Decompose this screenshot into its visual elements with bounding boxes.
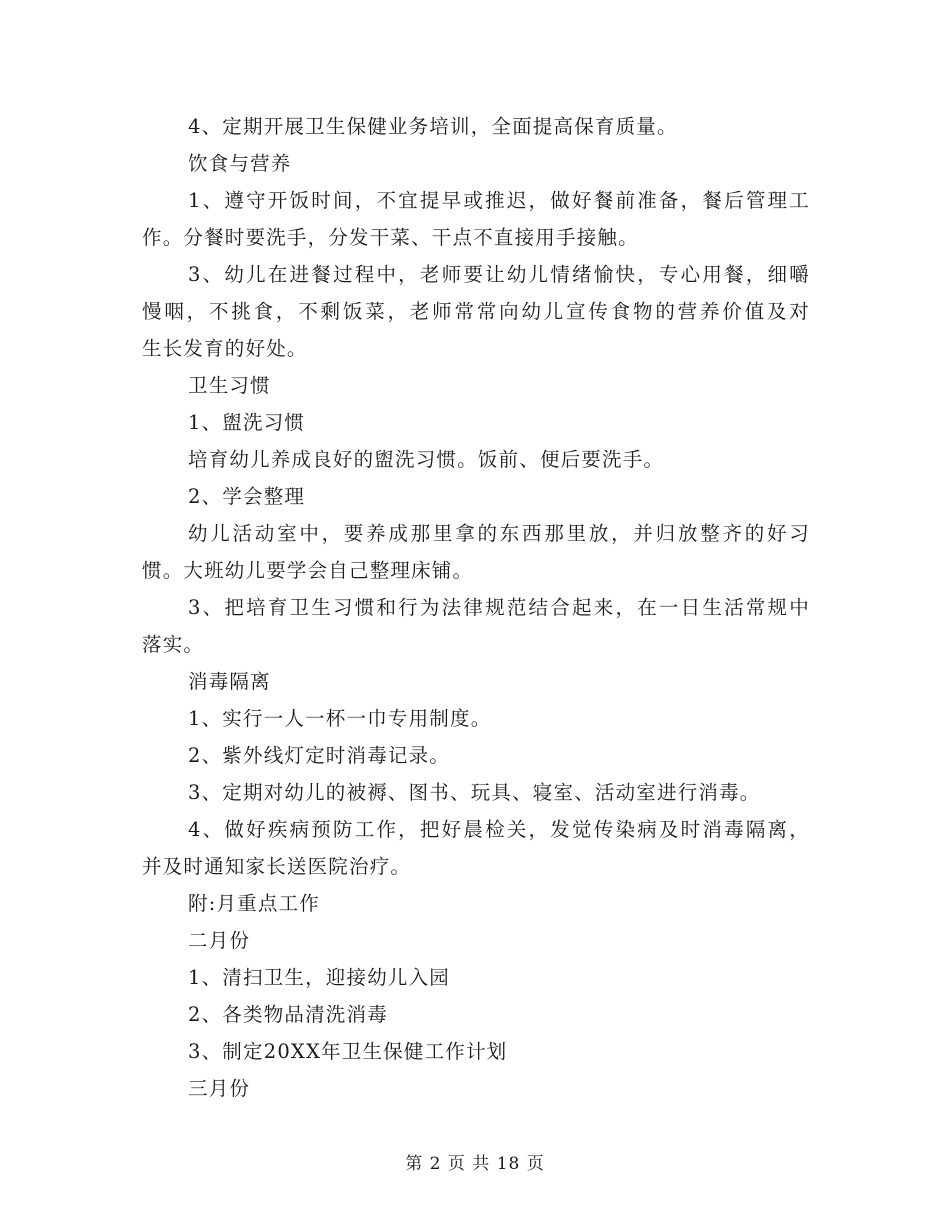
text-line: 卫生习惯 bbox=[188, 374, 271, 397]
text-line: 慢咽，不挑食，不剩饭菜，老师常常向幼儿宣传食物的营养价值及对 bbox=[142, 300, 810, 323]
text-line: 并及时通知家长送医院治疗。 bbox=[142, 855, 412, 878]
text-line: 二月份 bbox=[188, 929, 251, 952]
text-line: 3、把培育卫生习惯和行为法律规范结合起来，在一日生活常规中 bbox=[188, 596, 810, 619]
text-line: 三月份 bbox=[188, 1077, 251, 1100]
text-line: 落实。 bbox=[142, 633, 205, 656]
text-line: 作。分餐时要洗手，分发干菜、干点不直接用手接触。 bbox=[142, 226, 639, 249]
text-line: 附:月重点工作 bbox=[188, 892, 320, 915]
text-line: 生长发育的好处。 bbox=[142, 337, 308, 360]
text-line: 1、遵守开饭时间，不宜提早或推迟，做好餐前准备，餐后管理工 bbox=[188, 189, 810, 212]
text-line: 2、学会整理 bbox=[188, 485, 306, 508]
text-line: 3、制定20XX年卫生保健工作计划 bbox=[188, 1040, 508, 1063]
text-line: 幼儿活动室中，要养成那里拿的东西那里放，并归放整齐的好习 bbox=[188, 522, 810, 545]
text-line: 4、做好疾病预防工作，把好晨检关，发觉传染病及时消毒隔离， bbox=[188, 818, 810, 841]
text-line: 3、幼儿在进餐过程中，老师要让幼儿情绪愉快，专心用餐，细嚼 bbox=[188, 263, 810, 286]
text-line: 2、各类物品清洗消毒 bbox=[188, 1003, 388, 1026]
text-line: 4、定期开展卫生保健业务培训，全面提高保育质量。 bbox=[188, 115, 678, 138]
text-line: 消毒隔离 bbox=[188, 670, 271, 693]
document-body bbox=[142, 108, 810, 1107]
text-line: 1、实行一人一杯一巾专用制度。 bbox=[188, 707, 492, 730]
text-line: 1、盥洗习惯 bbox=[188, 411, 306, 434]
text-line: 3、定期对幼儿的被褥、图书、玩具、寝室、活动室进行消毒。 bbox=[188, 781, 761, 804]
page-footer: 第 2 页 共 18 页 bbox=[405, 1154, 545, 1174]
text-line: 惯。大班幼儿要学会自己整理床铺。 bbox=[142, 559, 474, 582]
text-line: 1、清扫卫生，迎接幼儿入园 bbox=[188, 966, 451, 989]
text-line: 培育幼儿养成良好的盥洗习惯。饭前、便后要洗手。 bbox=[188, 448, 665, 471]
text-line: 饮食与营养 bbox=[188, 152, 292, 175]
text-line: 2、紫外线灯定时消毒记录。 bbox=[188, 744, 451, 767]
